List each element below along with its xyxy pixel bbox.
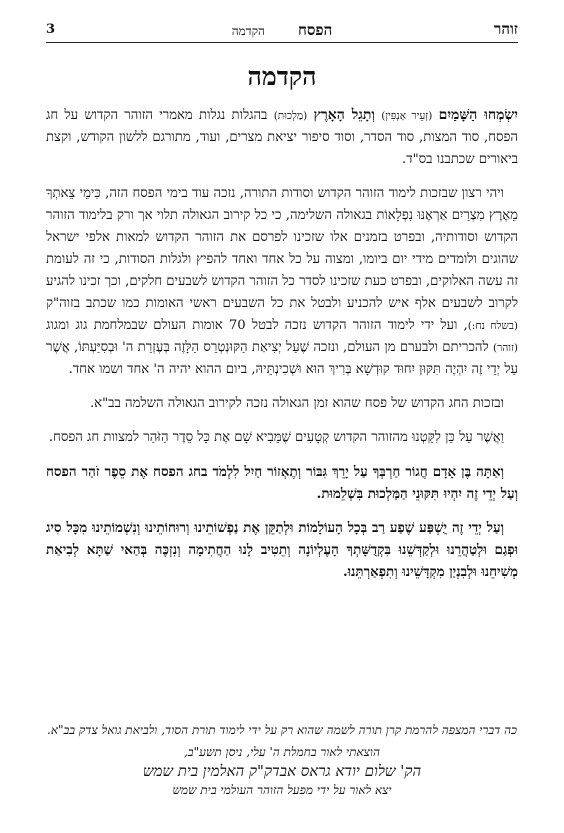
header-book-title: זוהר bbox=[493, 20, 518, 38]
intro-paragraph bbox=[46, 104, 518, 171]
page-title: הקדמה bbox=[247, 62, 317, 91]
redemption-paragraph: ובזכות החג הקדוש של פסח שהוא זמן הגאולה נזכה לקירוב הגאולה השלמה בב"א. bbox=[89, 396, 504, 411]
colophon-dedication: כה דברי המצפה להרמת קרן תורה לשמה שהוא רק על ידי לימוד תורת הסוד, ולביאת גואל צדק בב"א. bbox=[46, 723, 518, 737]
blessing-paragraph: וְעַל יְדֵי זֶה יֻשְׁפַּע שֶׁפַע רַב בְּכָל הָעוֹלָמוֹת וּלְתַקֵּן אֶת נַפְשׁוֹתֵינוּ וְרוּחוֹתֵינוּ וְנִשְׁמוֹתֵינוּ מִכָּל סִיג וּפְגַם וּלְטַהֲרֵנוּ וּלְקַדְּשֵׁנוּ בִּקְדֻשָּׁתְךָ הָעֶלְיוֹנָה וְתֵטִיב לָנוּ הַחֲתִימָה וְנִזְכֶּה בְּהַאי שַׁתָּא לְבִיאַת מְשִׁיחֵנוּ וּלְבִנְיַן מִקְדָּשֵׁינוּ וְתִפְאַרְתֵּנוּ. bbox=[46, 520, 518, 580]
prayer-text-1: ויהי רצון שבזכות לימוד הזוהר הקדוש וסודות התורה, נזכה עוד בימי הפסח הזה, כִּימֵי צֵאתְךָ מֵאֶרֶץ מִצְרַיִם אַרְאֶנּוּ נִפְלָאוֹת בגאולה השלימה, כי כל קירוב הגאולה תלוי אך ורק בלימוד הזוהר הקדוש וסודותיה, ובפרט בזמנים אלו שזכינו לפרסם את הזוהר הקדוש למאות אלפי ישראל שהוגים ולומדים מידי יום ביומו, ומצוה על כל אחד ואחד להפיץ ולגלות הסודות, כי זה לעומת זה עשה האלוקים, ובפרט כעת שזכינו לסדר כל הזוהר הקדוש לשבעים חלקים, וכך זכינו להגיע לקרוב לשבעים אלף איש להכניע ולבטל את כל השבעים ראשי האומות כמו שכתב בזוה"ק bbox=[46, 186, 518, 311]
colophon-date: הוצאתי לאור בחמלת ה' עלי, ניסן תשע"ב, bbox=[183, 745, 380, 759]
intro-note-1: (זְעֵיר אַנְפִּין) bbox=[381, 110, 433, 122]
header-center bbox=[46, 20, 518, 40]
intro-note-2: (מַלְכוּת) bbox=[273, 110, 308, 122]
running-header bbox=[46, 18, 518, 43]
intro-opening-words-2: וְתָגֵל הָאָרֶץ bbox=[313, 107, 375, 123]
compilation-paragraph: וַאֲשֶׁר עַל כֵּן לִקַּטְנוּ מהזוהר הקדוש קְטָעִים שֶׁמֵּבִיא שָׁם אֶת כָּל סֵדֶר הַזֹּהַר למצוות חג הפסח. bbox=[48, 430, 504, 445]
intro-opening-words: יִשְׂמְחוּ הַשָּׁמַיִם bbox=[438, 107, 518, 123]
exhortation-paragraph: וְאַתָּה בֶּן אָדָם חֲגוֹר חַרְבְּךָ עַל יָרֵךְ גִּבּוֹר וְתֶאְזוֹר חַיִל לִלְמֹד בחג הפסח אֶת סֵפֶר זֹהַר הפסח וְעַל יְדֵי זֶה יִהְיוּ תִּקּוּנֵי הַמַּלְכוּת בִּשְׁלֵמוּת. bbox=[46, 464, 518, 502]
prayer-text-2: , ועל ידי לימוד הזוהר הקדוש נזכה לבטל 70 אומות העולם שבמלחמת גוג ומגוג bbox=[46, 318, 468, 333]
page-number: 3 bbox=[46, 22, 56, 37]
prayer-note-1: (בשלח נח:) bbox=[467, 320, 518, 332]
prayer-text-3: להכריתם ולבערם מן העולם, ונזכה שֶׁעַל יְצִיאַת הַקּוּנְטְרֵס הַלָּזֶה בְּעֶזְרַת ה' וּבְסִיַּעְתּוֹ, אֲשֶׁר עַל יְדֵי זֶה יִהְיֶה תִּקּוּן יִחוּד קוּדְשָׁא בְּרִיךְ הוּא וּשְׁכִינְתֵּיהּ, ביום ההוא יהיה ה' אחד ושמו אחד. bbox=[46, 340, 518, 377]
header-chapter-title: הקדמה bbox=[231, 24, 265, 38]
colophon-publisher: יצא לאור על ידי מפעל הזוהר העולמי בית שמש bbox=[172, 783, 392, 797]
prayer-paragraph bbox=[46, 183, 518, 381]
colophon-author: הק' שלום יודא גראס אבדק"ק האלמין בית שמש bbox=[142, 762, 422, 780]
prayer-note-2: (זוהר) bbox=[492, 342, 518, 354]
colophon bbox=[40, 722, 524, 799]
header-section-title: הפסח bbox=[298, 21, 333, 39]
intro-text: בהגלות נגלות מאמרי הזוהר הקדוש על חג הפסח, סוד המצות, סוד הסדר, וסוד סיפור יציאת מצרים, ועוד, מתורגם ללשון הקודש, וקצת ביאורים שכתבנו בס"ד. bbox=[46, 108, 518, 167]
document-body bbox=[46, 104, 518, 595]
